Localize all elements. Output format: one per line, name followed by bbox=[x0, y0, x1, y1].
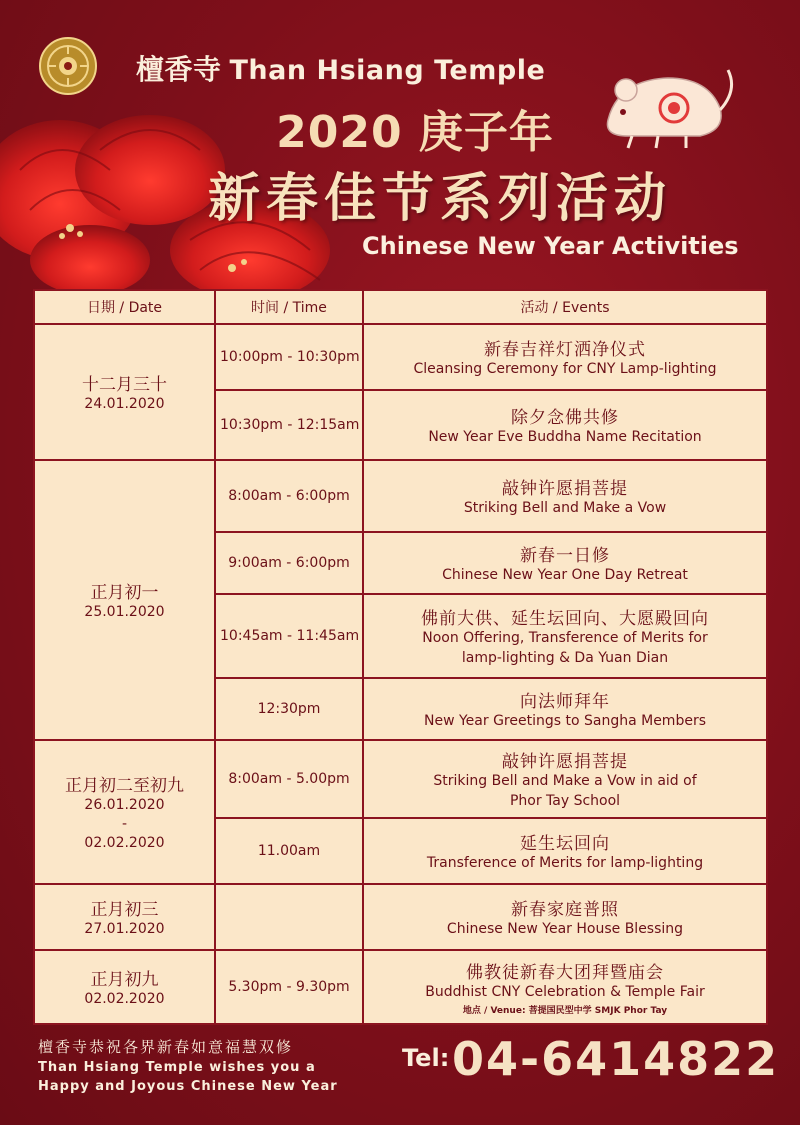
event-cell bbox=[363, 460, 767, 532]
event-zh: 新春家庭普照 bbox=[511, 899, 619, 920]
event-en-line2: Phor Tay School bbox=[509, 792, 621, 809]
time-cell: 8:00am - 5.00pm bbox=[215, 740, 363, 818]
date-en: 27.01.2020 bbox=[84, 921, 165, 938]
date-zh: 正月初一 bbox=[90, 583, 159, 604]
event-en: Noon Offering, Transference of Merits for bbox=[422, 629, 708, 646]
table-row bbox=[34, 460, 767, 532]
greeting-en-line1: Than Hsiang Temple wishes you a bbox=[38, 1060, 316, 1075]
date-zh: 正月初二至初九 bbox=[65, 776, 184, 797]
event-cell bbox=[363, 884, 767, 950]
year-heading: 2020 庚子年 bbox=[276, 107, 554, 158]
event-cell bbox=[363, 950, 767, 1024]
schedule-table bbox=[33, 289, 768, 1025]
event-en: Striking Bell and Make a Vow bbox=[463, 499, 667, 516]
event-cell bbox=[363, 324, 767, 390]
header-date: 日期 / Date bbox=[34, 290, 215, 324]
temple-name-zh: 檀香寺 bbox=[136, 53, 222, 86]
title-zh: 新春佳节系列活动 bbox=[207, 169, 672, 229]
event-en: Transference of Merits for lamp-lighting bbox=[426, 854, 704, 871]
time-cell: 11.00am bbox=[215, 818, 363, 884]
temple-logo bbox=[38, 36, 98, 96]
greeting-en-line2: Happy and Joyous Chinese New Year bbox=[38, 1079, 338, 1094]
time-cell bbox=[215, 884, 363, 950]
event-cell bbox=[363, 678, 767, 740]
header-time: 时间 / Time bbox=[215, 290, 363, 324]
event-en: Chinese New Year House Blessing bbox=[446, 920, 684, 937]
event-zh: 佛前大供、延生坛回向、大愿殿回向 bbox=[421, 608, 709, 629]
table-row bbox=[34, 740, 767, 818]
event-cell bbox=[363, 740, 767, 818]
date-zh: 正月初三 bbox=[90, 900, 159, 921]
event-cell bbox=[363, 818, 767, 884]
time-cell: 5.30pm - 9.30pm bbox=[215, 950, 363, 1024]
event-en: Buddhist CNY Celebration & Temple Fair bbox=[425, 984, 705, 1001]
event-cell bbox=[363, 532, 767, 594]
greeting-zh: 檀香寺恭祝各界新春如意福慧双修 bbox=[38, 1038, 294, 1056]
date-en: 24.01.2020 bbox=[84, 396, 165, 413]
tel-number[interactable]: 04-6414822 bbox=[452, 1032, 780, 1086]
event-cell bbox=[363, 594, 767, 678]
event-en: New Year Greetings to Sangha Members bbox=[424, 712, 706, 729]
temple-name bbox=[136, 48, 545, 88]
date-zh: 正月初九 bbox=[90, 970, 159, 991]
event-en: Chinese New Year One Day Retreat bbox=[442, 566, 688, 583]
table-row bbox=[34, 950, 767, 1024]
date-cell bbox=[34, 950, 215, 1024]
event-zh: 佛教徒新春大团拜暨庙会 bbox=[466, 963, 664, 984]
event-zh: 除夕念佛共修 bbox=[511, 407, 619, 428]
event-zh: 新春一日修 bbox=[520, 545, 610, 566]
tel-label: Tel: bbox=[402, 1044, 450, 1072]
table-header-row bbox=[34, 290, 767, 324]
event-zh: 敲钟许愿捐菩提 bbox=[502, 751, 628, 772]
event-en: New Year Eve Buddha Name Recitation bbox=[428, 428, 702, 445]
date-en: 26.01.2020 bbox=[84, 797, 165, 814]
event-zh: 敲钟许愿捐菩提 bbox=[502, 478, 628, 499]
date-cell bbox=[34, 740, 215, 884]
time-cell: 8:00am - 6:00pm bbox=[215, 460, 363, 532]
header-events: 活动 / Events bbox=[363, 290, 767, 324]
event-venue: 地点 / Venue: 菩提国民型中学 SMJK Phor Tay bbox=[462, 1005, 668, 1016]
event-en-line2: lamp-lighting & Da Yuan Dian bbox=[461, 649, 669, 666]
date-en: 02.02.2020 bbox=[84, 991, 165, 1008]
time-cell: 10:00pm - 10:30pm bbox=[215, 324, 363, 390]
time-cell: 10:30pm - 12:15am bbox=[215, 390, 363, 460]
event-zh: 向法师拜年 bbox=[520, 691, 610, 712]
temple-name-en: Than Hsiang Temple bbox=[229, 55, 546, 86]
title-en: Chinese New Year Activities bbox=[362, 232, 739, 260]
time-cell: 9:00am - 6:00pm bbox=[215, 532, 363, 594]
time-cell: 10:45am - 11:45am bbox=[215, 594, 363, 678]
date-cell bbox=[34, 460, 215, 740]
date-zh: 十二月三十 bbox=[82, 375, 167, 396]
date-cell bbox=[34, 324, 215, 460]
date-en: 25.01.2020 bbox=[84, 604, 165, 621]
event-cell bbox=[363, 390, 767, 460]
table-row bbox=[34, 884, 767, 950]
date-range-separator: - bbox=[121, 816, 128, 833]
event-zh: 延生坛回向 bbox=[520, 833, 610, 854]
table-row bbox=[34, 324, 767, 390]
time-cell: 12:30pm bbox=[215, 678, 363, 740]
event-zh: 新春吉祥灯洒净仪式 bbox=[484, 339, 646, 360]
date-cell bbox=[34, 884, 215, 950]
date-en-end: 02.02.2020 bbox=[84, 834, 165, 851]
event-en: Cleansing Ceremony for CNY Lamp-lighting bbox=[413, 360, 717, 377]
event-en: Striking Bell and Make a Vow in aid of bbox=[433, 772, 697, 789]
